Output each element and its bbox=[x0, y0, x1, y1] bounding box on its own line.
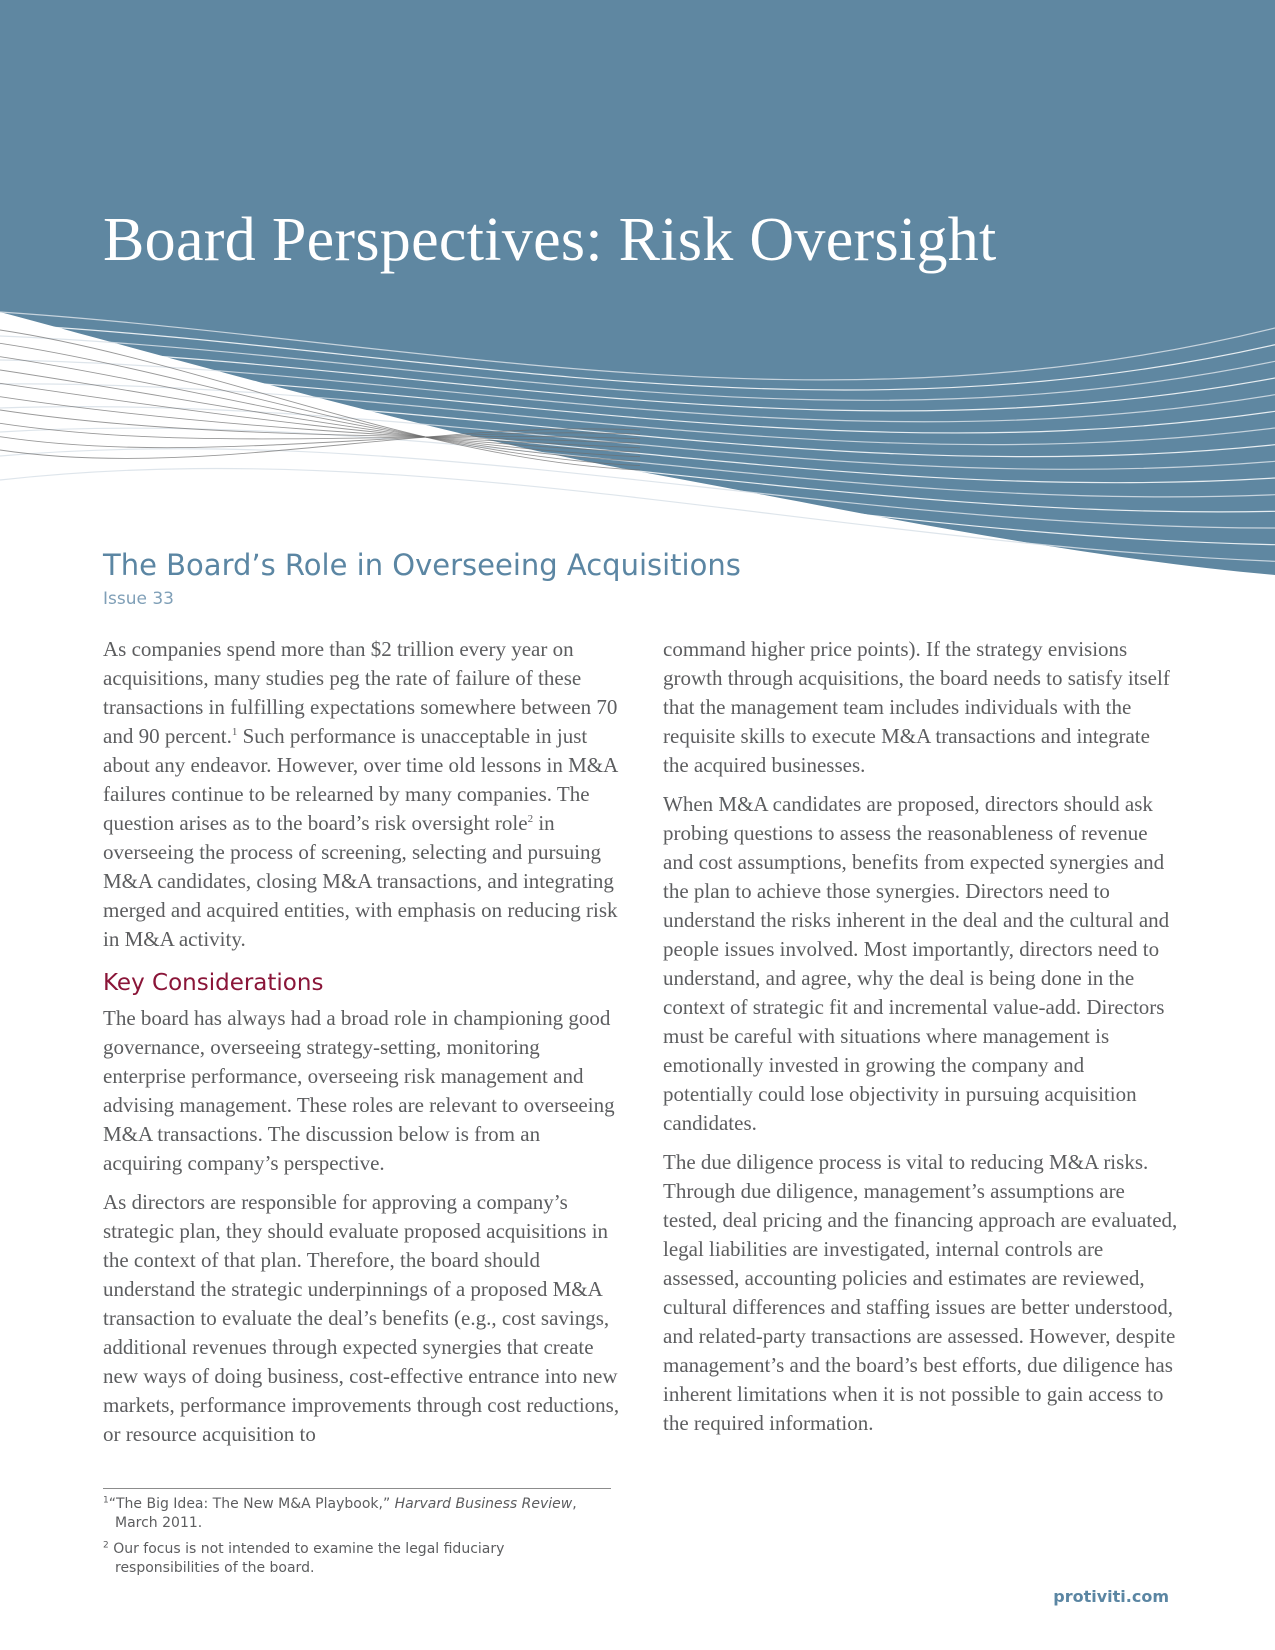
right-paragraph-2: When M&A candidates are proposed, directors should ask probing questions to assess the reasonableness of revenue and cost assumptions, benefits from expected synergies and the plan to achieve those synergies. Directors need to understand the risks inherent in the deal and the cultural and people issues involved. Most importantly, directors need to understand, and agree, why the deal is being done in the context of strategic fit and incremental value-add. Directors must be careful with situations where management is emotionally invested in growing the company and potentially could lose objectivity in pursuing acquisition candidates. bbox=[663, 792, 1170, 1135]
footnotes bbox=[103, 1495, 603, 1585]
footnote-ref-2[interactable]: 2 bbox=[527, 813, 534, 825]
header-banner bbox=[0, 0, 1275, 600]
key-considerations-paragraph-1: The board has always had a broad role in championing good governance, overseeing strategy-setting, monitoring enterprise performance, overseeing risk management and advising management. These roles are relevant to overseeing M&A transactions. The discussion below is from an acquiring company’s perspective. bbox=[103, 1006, 615, 1175]
footnote-ref-1[interactable]: 1 bbox=[231, 726, 238, 738]
left-column bbox=[103, 635, 623, 1459]
footnote-divider bbox=[103, 1488, 611, 1489]
right-column bbox=[663, 635, 1178, 1448]
issue-number: Issue 33 bbox=[103, 589, 174, 609]
right-paragraph-3: The due diligence process is vital to reducing M&A risks. Through due diligence, management’s assumptions are tested, deal pricing and the financing approach are evaluated, legal liabilities are investigated, internal controls are assessed, accounting policies and estimates are reviewed, cultural differences and staffing issues are better understood, and related-party transactions are assessed. However, despite management’s and the board’s best efforts, due diligence has inherent limitations when it is not possible to gain access to the required information. bbox=[663, 1150, 1178, 1435]
footnote-2: $^2$ Our focus is not intended to examine the legal fiduciary responsibilities of the board. bbox=[103, 1540, 505, 1576]
key-considerations-heading: Key Considerations bbox=[103, 970, 324, 996]
footnote-1-source: Harvard Business Review bbox=[394, 1496, 573, 1512]
key-considerations-paragraph-2: As directors are responsible for approving a company’s strategic plan, they should evaluate proposed acquisitions in the context of that plan. Therefore, the board should understand the strategic underpinnings of a proposed M&A transaction to evaluate the deal’s benefits (e.g., cost savings, additional revenues through expected synergies that create new ways of doing business, cost-effective entrance into new markets, performance improvements through cost reductions, or resource acquisition to bbox=[103, 1190, 620, 1446]
footnote-1: $^1$“The Big Idea: The New M&A Playbook,” Harvard Business Review, March 2011. bbox=[103, 1495, 577, 1531]
right-paragraph-1: command higher price points). If the strategy envisions growth through acquisitions, the board needs to satisfy itself that the management team includes individuals with the requisite skills to execute M&A transactions and integrate the acquired businesses. bbox=[663, 637, 1170, 777]
website-link[interactable]: protiviti.com bbox=[1053, 1587, 1169, 1606]
section-title: The Board’s Role in Overseeing Acquisitions bbox=[103, 548, 741, 582]
document-title: Board Perspectives: Risk Oversight bbox=[103, 206, 997, 274]
intro-paragraph: As companies spend more than $2 trillion every year on acquisitions, many studies peg the rate of failure of these transactions in fulfilling expectations somewhere between 70 and 90 percent.$^1$ Such performance is unacceptable in just about any endeavor. However, over time old lessons in M&A failures continue to be relearned by many companies. The question arises as to the board’s risk oversight role$^2$ in overseeing the process of screening, selecting and pursuing M&A candidates, closing M&A transactions, and integrating merged and acquired entities, with emphasis on reducing risk in M&A activity. bbox=[103, 637, 618, 951]
